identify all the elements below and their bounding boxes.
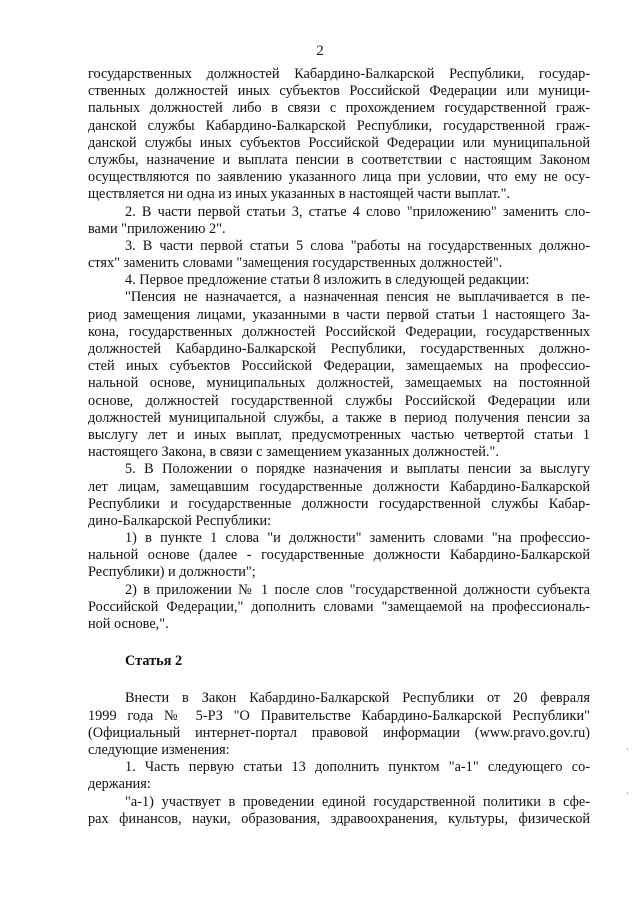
text-line: Российской Федерации," дополнить словами "замещаемой на профессиональ- xyxy=(88,598,590,615)
text-line: 2. В части первой статьи 3, статье 4 слово "приложению" заменить сло- xyxy=(125,203,590,220)
text-line: лет лицам, замещавшим государственные должности Кабардино-Балкарской xyxy=(88,478,590,495)
text-line: должностей муниципальной службы, а также в период получения пенсии за xyxy=(88,409,590,426)
text-line: данской службы Кабардино-Балкарской Республики, государственной граж- xyxy=(88,117,590,134)
text-line: Внести в Закон Кабардино-Балкарской Республики от 20 февраля xyxy=(125,690,590,707)
text-line: риод замещения лицами, указанными в части первой статьи 1 настоящего За- xyxy=(88,306,590,323)
text-line: Республики) и должности"; xyxy=(88,564,256,581)
text-line: государственных должностей Кабардино-Балкарской Республики, государ- xyxy=(88,66,590,82)
text-line: данской службы иных субъектов Российской Федерации или муниципальной xyxy=(88,134,590,151)
text-line: должностей Кабардино-Балкарской Республики, государственных должно- xyxy=(88,341,590,357)
text-line: 4. Первое предложение статьи 8 изложить в следующей редакции: xyxy=(125,272,530,289)
text-line: Республики и государственные должности государственной службы Кабар- xyxy=(88,495,590,512)
text-line: 3. В части первой статьи 5 слова "работы на государственных должно- xyxy=(125,237,590,254)
text-line: осуществляются по заявлению указанного лица при условии, что ему не осу- xyxy=(88,169,590,186)
margin-mark: · xyxy=(626,789,629,798)
text-line: следующие изменения: xyxy=(88,741,230,758)
text-line: рах финансов, науки, образования, здравоохранения, культуры, физической xyxy=(88,810,590,827)
text-line: пальных должностей либо в связи с прохождением государственной граж- xyxy=(88,100,590,117)
text-line: держания: xyxy=(88,776,151,793)
margin-mark: · xyxy=(626,745,629,754)
text-line: нальной основе, муниципальных должностей, замещаемых на постоянной xyxy=(88,375,590,392)
text-line: стях" заменить словами "замещения государственных должностей". xyxy=(88,255,503,272)
text-line: ной основе,". xyxy=(88,616,169,632)
text-line: стей иных субъектов Российской Федерации, замещаемых на профессио- xyxy=(88,358,590,375)
text-line: настоящего Закона, в связи с замещением указанных должностей.". xyxy=(88,444,499,461)
text-line: вами "приложению 2". xyxy=(88,220,226,237)
article-heading: Статья 2 xyxy=(125,653,183,670)
text-line: ственных должностей иных субъектов Российской Федерации или муници- xyxy=(88,83,590,100)
text-line: ществляется ни одна из иных указанных в настоящей части выплат.". xyxy=(88,186,511,203)
text-line: 1. Часть первую статьи 13 дополнить пунктом "а-1" следующего со- xyxy=(125,759,590,776)
text-line: выслугу лет и иных выплат, предусмотренных частью четвертой статьи 1 xyxy=(88,426,590,443)
text-line: основе, должностей государственной службы Российской Федерации или xyxy=(88,392,590,409)
text-line: (Официальный интернет-портал правовой информации (www.pravo.gov.ru) xyxy=(88,724,590,741)
text-line: службы, назначение и выплата пенсии в соответствии с настоящим Законом xyxy=(88,151,590,168)
text-line: "Пенсия не назначается, а назначенная пенсия не выплачивается в пе- xyxy=(125,289,590,306)
text-line: 1999 года № 5-РЗ "О Правительстве Кабардино-Балкарской Республики" xyxy=(88,707,590,724)
document-body xyxy=(88,66,590,828)
text-line: "а-1) участвует в проведении единой государственной политики в сфе- xyxy=(125,793,590,810)
text-line: 2) в приложении № 1 после слов "государственной должности субъекта xyxy=(125,581,590,598)
text-line: нальной основе (далее - государственные должности Кабардино-Балкарской xyxy=(88,547,590,564)
text-line: 1) в пункте 1 слова "и должности" заменить словами "на профессио- xyxy=(125,530,590,547)
text-line: кона, государственных должностей Российской Федерации, государственных xyxy=(88,323,590,340)
text-line: дино-Балкарской Республики: xyxy=(88,512,272,529)
text-line: 5. В Положении о порядке назначения и выплаты пенсии за выслугу xyxy=(125,461,590,478)
page-number: 2 xyxy=(316,43,324,59)
